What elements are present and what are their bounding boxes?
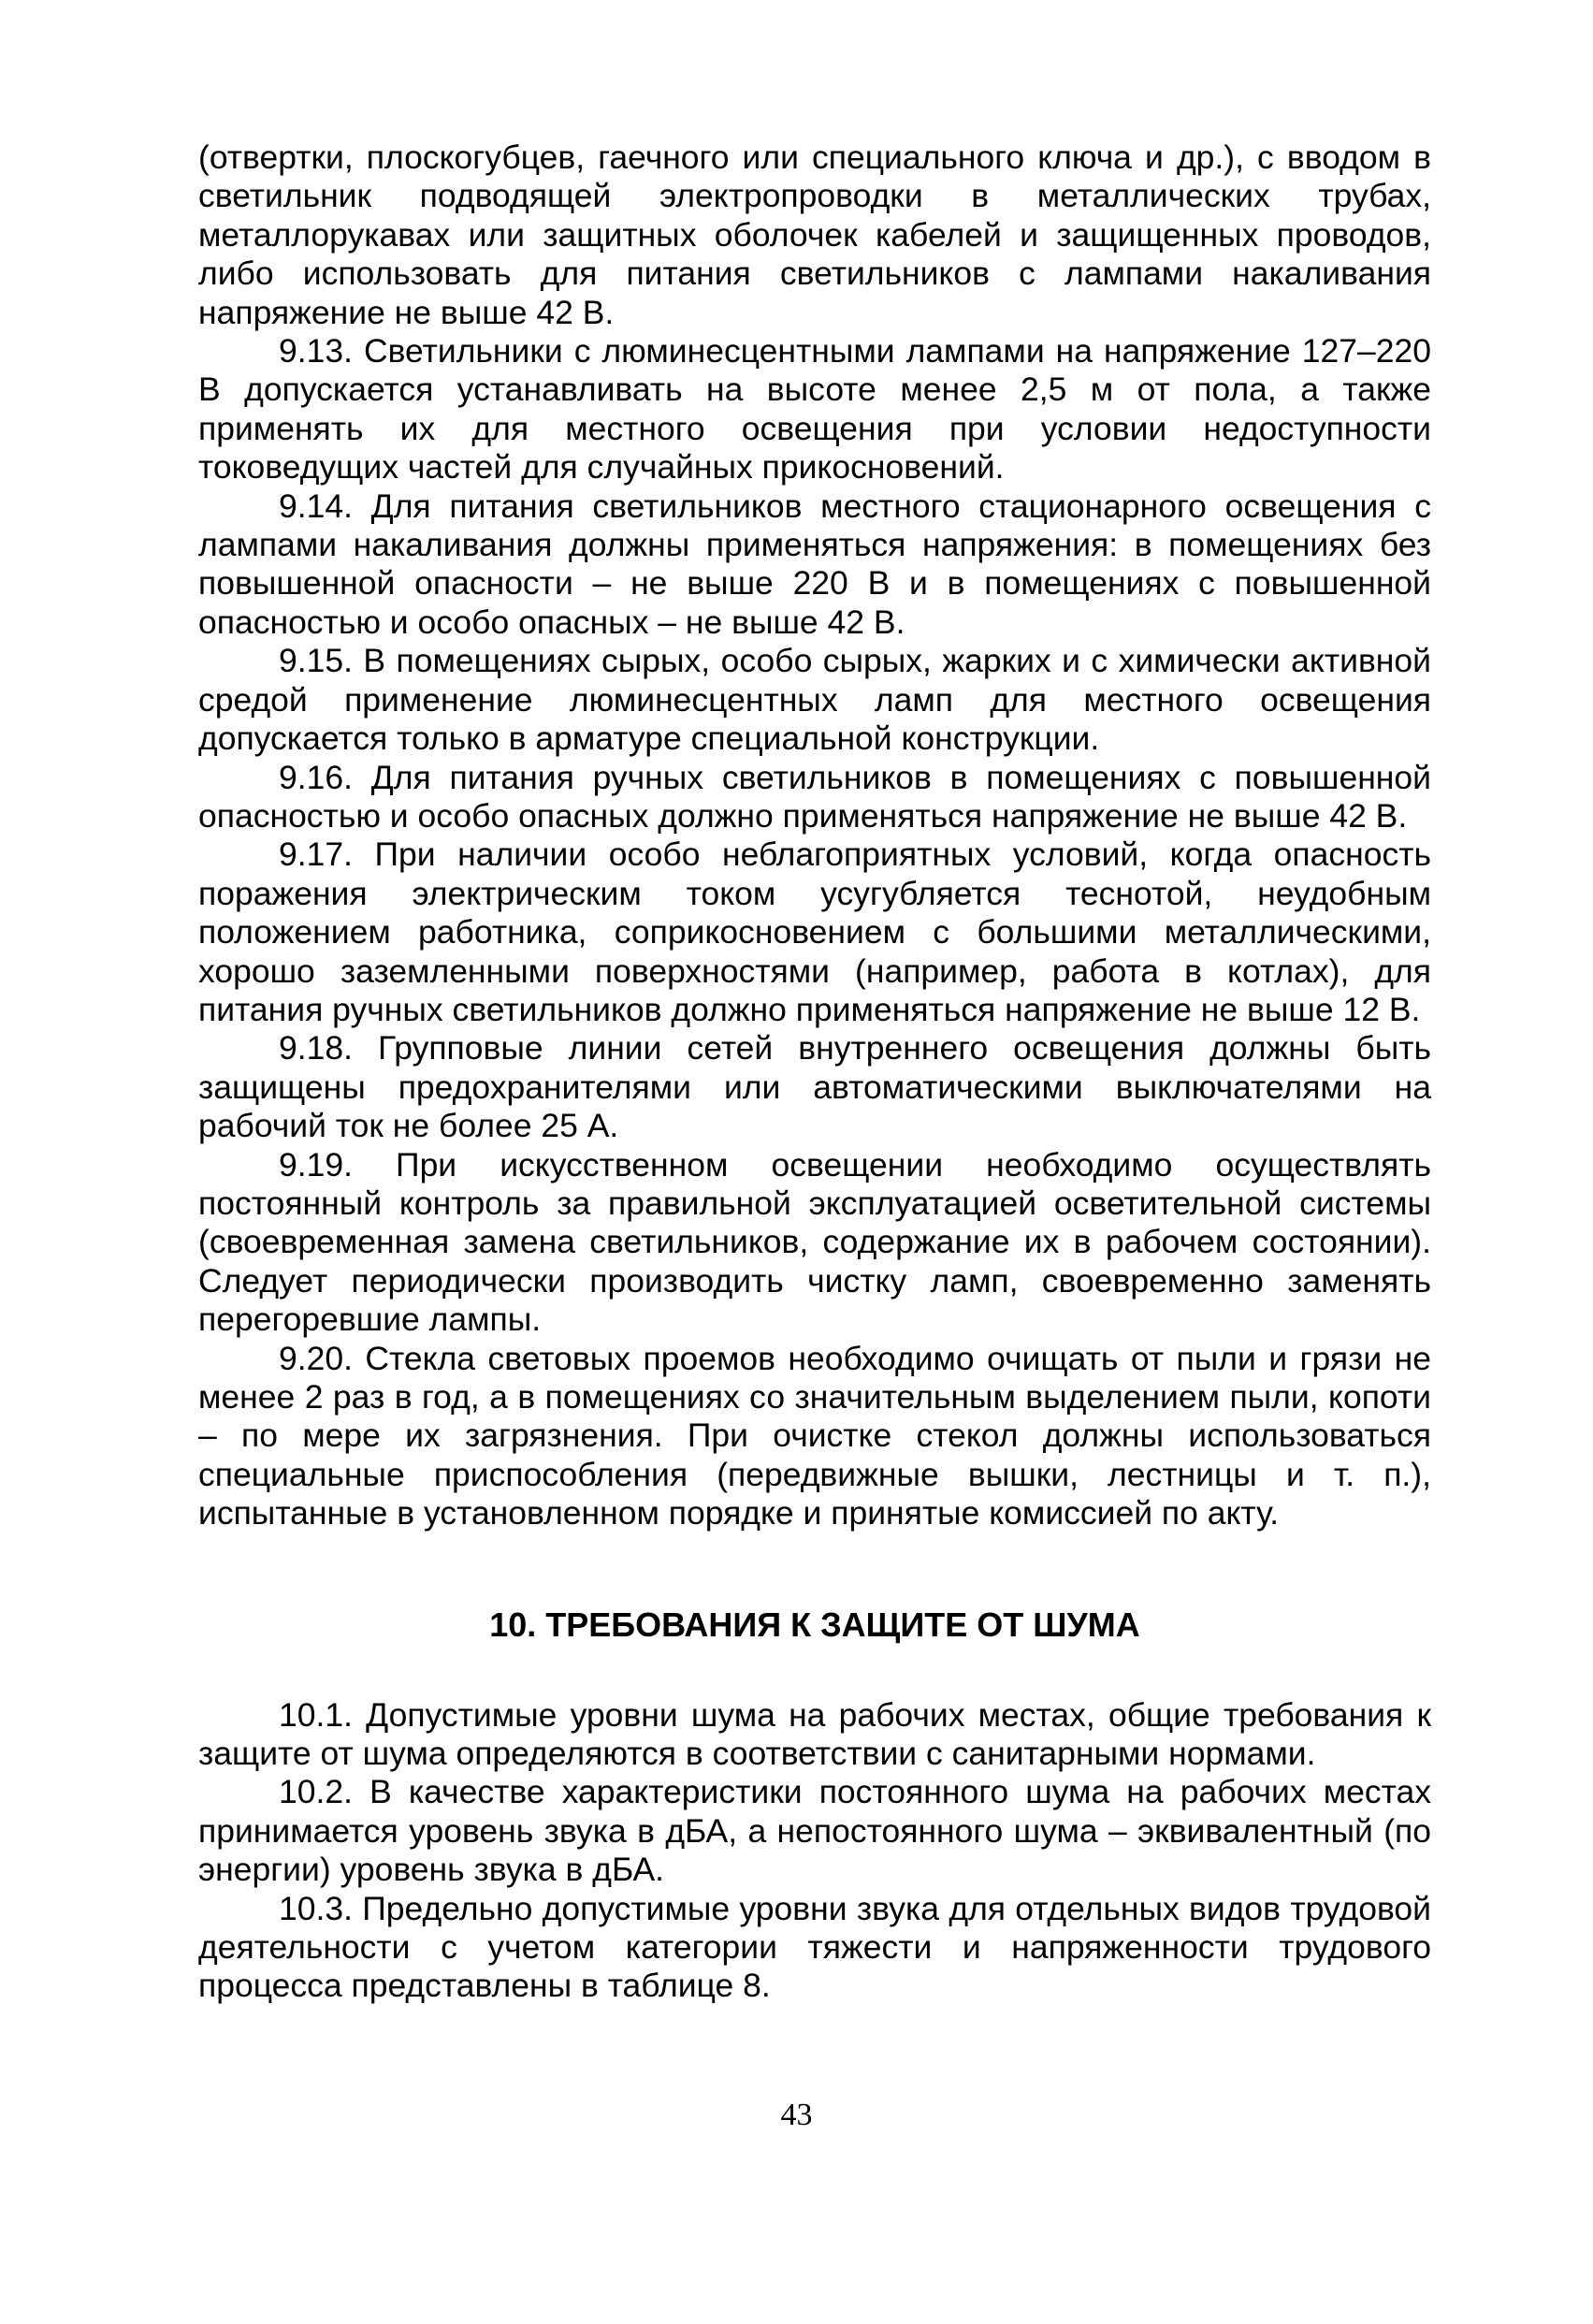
document-body [198, 138, 1431, 2006]
paragraph-9-13: 9.13. Светильники с люминесцентными лампами на напряжение 127–220 В допускается устанавливать на высоте менее 2,5 м от пола, а также применять их для местного освещения при условии недоступности токоведущих частей для случайных прикосновений. [198, 332, 1431, 487]
paragraph-9-17: 9.17. При наличии особо неблагоприятных условий, когда опасность поражения электрическим током усугубляется теснотой, неудобным положением работника, соприкосновением с большими металлическими, хорошо заземленными поверхностями (например, работа в котлах), для питания ручных светильников должно применяться напряжение не выше 12 В. [198, 835, 1431, 1028]
page-number: 43 [780, 2098, 813, 2132]
paragraph-9-20: 9.20. Стекла световых проемов необходимо очищать от пыли и грязи не менее 2 раз в год, а в помещениях со значительным выделением пыли, копоти – по мере их загрязнения. При очистке стекол должны использоваться специальные приспособления (передвижные вышки, лестницы и т. п.), испытанные в установленном порядке и принятые комиссией по акту. [198, 1339, 1431, 1532]
paragraph-9-18: 9.18. Групповые линии сетей внутреннего освещения должны быть защищены предохранителями или автоматическими выключателями на рабочий ток не более 25 А. [198, 1029, 1431, 1145]
paragraph-9-19: 9.19. При искусственном освещении необходимо осуществлять постоянный контроль за правильной эксплуатацией осветительной системы (своевременная замена светильников, содержание их в рабочем состоянии). Следует периодически производить чистку ламп, своевременно заменять перегоревшие лампы. [198, 1145, 1431, 1339]
paragraph-continuation: (отвертки, плоскогубцев, гаечного или специального ключа и др.), с вводом в светильник подводящей электропроводки в металлических трубах, металлорукавах или защитных оболочек кабелей и защищенных проводов, либо использовать для питания светильников с лампами накаливания напряжение не выше 42 В. [198, 138, 1431, 331]
section-heading: 10. ТРЕБОВАНИЯ К ЗАЩИТЕ ОТ ШУМА [489, 1605, 1140, 1644]
paragraph-9-16: 9.16. Для питания ручных светильников в помещениях с повышенной опасностью и особо опасных должно применяться напряжение не выше 42 В. [198, 758, 1431, 835]
paragraph-10-3: 10.3. Предельно допустимые уровни звука для отдельных видов трудовой деятельности с учетом категории тяжести и напряженности трудового процесса представлены в таблице 8. [198, 1889, 1431, 2005]
paragraph-10-1: 10.1. Допустимые уровни шума на рабочих местах, общие требования к защите от шума определяются в соответствии с санитарными нормами. [198, 1695, 1431, 1773]
paragraph-9-14: 9.14. Для питания светильников местного стационарного освещения с лампами накаливания должны применяться напряжения: в помещениях без повышенной опасности – не выше 220 В и в помещениях с повышенной опасностью и особо опасных – не выше 42 В. [198, 487, 1431, 641]
paragraph-10-2: 10.2. В качестве характеристики постоянного шума на рабочих местах принимается уровень звука в дБА, а непостоянного шума – эквивалентный (по энергии) уровень звука в дБА. [198, 1773, 1431, 1889]
paragraph-9-15: 9.15. В помещениях сырых, особо сырых, жарких и с химически активной средой применение люминесцентных ламп для местного освещения допускается только в арматуре специальной конструкции. [198, 642, 1431, 758]
